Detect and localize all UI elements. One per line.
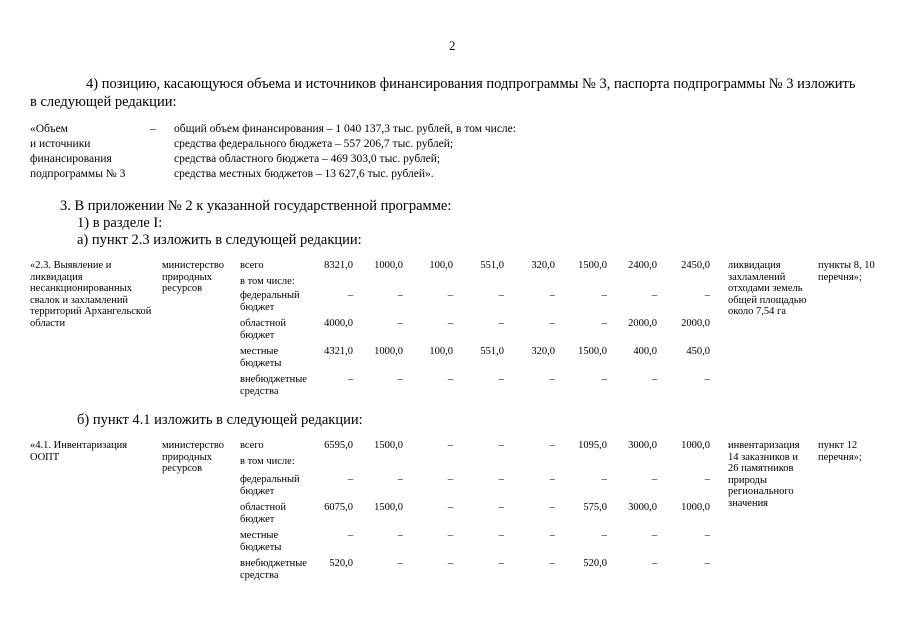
- table2-source-label: всего: [240, 440, 264, 451]
- table2-value-cell: –: [447, 502, 453, 513]
- table1-value-cell: 100,0: [429, 346, 453, 357]
- table1-source-label: всего: [240, 260, 264, 271]
- table2-value-cell: –: [704, 474, 710, 485]
- table2-value-cell: 520,0: [583, 558, 607, 569]
- passport-left-1: «Объем: [30, 123, 68, 135]
- table2-value-cell: –: [549, 530, 555, 541]
- table1-source-label: федеральный бюджет: [240, 290, 300, 313]
- table2-value-cell: –: [704, 530, 710, 541]
- table1-value-cell: 100,0: [429, 260, 453, 271]
- subpoint-b: б) пункт 4.1 изложить в следующей редакции:: [77, 412, 363, 428]
- table1-value-cell: –: [347, 374, 353, 385]
- table1-value-cell: 320,0: [531, 346, 555, 357]
- table1-result: ликвидация захламлений отходами земель общей площадью около 7,54 га: [728, 260, 807, 317]
- table1-value-cell: 551,0: [480, 260, 504, 271]
- table1-value-cell: –: [347, 290, 353, 301]
- table1-value-cell: 1000,0: [374, 346, 403, 357]
- table2-executor: министерство природных ресурсов: [162, 440, 225, 474]
- table2-value-cell: 3000,0: [628, 440, 657, 451]
- table1-value-cell: –: [498, 374, 504, 385]
- table2-result: инвентаризация 14 заказников и 26 памятников природы регионального значения: [728, 440, 800, 509]
- table1-value-cell: –: [498, 318, 504, 329]
- passport-right-2: средства федерального бюджета – 557 206,7 тыс. рублей;: [174, 138, 454, 150]
- table2-value-cell: –: [498, 530, 504, 541]
- table1-value-cell: 2400,0: [628, 260, 657, 271]
- table2-value-cell: –: [397, 530, 403, 541]
- table2-value-cell: –: [397, 474, 403, 485]
- table1-value-cell: –: [549, 290, 555, 301]
- table1-value-cell: 4321,0: [324, 346, 353, 357]
- table2-value-cell: –: [347, 530, 353, 541]
- passport-right-3: средства областного бюджета – 469 303,0 тыс. рублей;: [174, 153, 441, 165]
- table1-source-label: внебюджетные средства: [240, 374, 307, 397]
- table2-value-cell: –: [651, 474, 657, 485]
- intro-line-1: 4) позицию, касающуюся объема и источников финансирования подпрограммы № 3, паспорта подпрограммы № 3 изложить: [86, 76, 856, 92]
- table1-value-cell: 2000,0: [628, 318, 657, 329]
- table1-value-cell: 1000,0: [374, 260, 403, 271]
- passport-dash: –: [150, 123, 156, 135]
- passport-right-1: общий объем финансирования – 1 040 137,3 тыс. рублей, в том числе:: [174, 123, 516, 135]
- table2-value-cell: –: [549, 474, 555, 485]
- table1-value-cell: –: [549, 374, 555, 385]
- table2-value-cell: 1500,0: [374, 502, 403, 513]
- table1-source-label: местные бюджеты: [240, 346, 282, 369]
- table1-value-cell: 320,0: [531, 260, 555, 271]
- table2-value-cell: –: [498, 502, 504, 513]
- table1-value-cell: –: [651, 290, 657, 301]
- table2-source-label: внебюджетные средства: [240, 558, 307, 581]
- table1-executor: министерство природных ресурсов: [162, 260, 225, 294]
- table1-value-cell: –: [447, 290, 453, 301]
- page-number: 2: [449, 38, 456, 53]
- table1-value-cell: 8321,0: [324, 260, 353, 271]
- table2-value-cell: –: [601, 474, 607, 485]
- table1-value-cell: 2000,0: [681, 318, 710, 329]
- table1-value-cell: 1500,0: [578, 260, 607, 271]
- table2-value-cell: 6595,0: [324, 440, 353, 451]
- passport-left-2: и источники: [30, 138, 91, 150]
- table1-value-cell: 450,0: [686, 346, 710, 357]
- table1-value-cell: 1500,0: [578, 346, 607, 357]
- table2-value-cell: 1095,0: [578, 440, 607, 451]
- table2-source-label: федеральный бюджет: [240, 474, 300, 497]
- table2-value-cell: 1000,0: [681, 440, 710, 451]
- table1-value-cell: 4000,0: [324, 318, 353, 329]
- table1-source-label: областной бюджет: [240, 318, 286, 341]
- table1-value-cell: –: [601, 318, 607, 329]
- table1-value-cell: –: [498, 290, 504, 301]
- table2-source-label: местные бюджеты: [240, 530, 282, 553]
- table2-value-cell: 520,0: [329, 558, 353, 569]
- passport-right-4: средства местных бюджетов – 13 627,6 тыс. рублей».: [174, 168, 434, 180]
- table1-value-cell: 400,0: [633, 346, 657, 357]
- passport-left-4: подпрограммы № 3: [30, 168, 126, 180]
- table2-value-cell: –: [498, 558, 504, 569]
- table1-item: «2.3. Выявление и ликвидация несанкционированных свалок и захламлений территорий Архангельской области: [30, 260, 152, 329]
- table2-value-cell: –: [447, 474, 453, 485]
- table2-value-cell: –: [549, 502, 555, 513]
- table2-value-cell: –: [498, 440, 504, 451]
- table2-value-cell: 6075,0: [324, 502, 353, 513]
- table1-source-label: в том числе:: [240, 276, 295, 287]
- table2-value-cell: –: [651, 558, 657, 569]
- table2-value-cell: –: [347, 474, 353, 485]
- table2-value-cell: –: [447, 440, 453, 451]
- table1-value-cell: –: [704, 290, 710, 301]
- table2-source-label: в том числе:: [240, 456, 295, 467]
- table1-value-cell: –: [397, 290, 403, 301]
- table1-value-cell: –: [397, 374, 403, 385]
- table2-value-cell: –: [651, 530, 657, 541]
- table2-value-cell: –: [704, 558, 710, 569]
- table2-value-cell: 3000,0: [628, 502, 657, 513]
- table1-value-cell: –: [447, 318, 453, 329]
- table2-link: пункт 12 перечня»;: [818, 440, 862, 463]
- table2-value-cell: 575,0: [583, 502, 607, 513]
- table1-value-cell: –: [549, 318, 555, 329]
- intro-line-2: в следующей редакции:: [30, 94, 177, 110]
- table1-link: пункты 8, 10 перечня»;: [818, 260, 875, 283]
- table2-value-cell: –: [549, 558, 555, 569]
- table2-value-cell: –: [397, 558, 403, 569]
- table2-value-cell: –: [498, 474, 504, 485]
- table1-value-cell: 551,0: [480, 346, 504, 357]
- table1-value-cell: –: [447, 374, 453, 385]
- table2-value-cell: 1500,0: [374, 440, 403, 451]
- table2-source-label: областной бюджет: [240, 502, 286, 525]
- table1-value-cell: –: [601, 290, 607, 301]
- table2-value-cell: –: [447, 558, 453, 569]
- table2-item: «4.1. Инвентаризация ООПТ: [30, 440, 128, 463]
- table1-value-cell: –: [601, 374, 607, 385]
- table2-value-cell: –: [549, 440, 555, 451]
- table1-value-cell: 2450,0: [681, 260, 710, 271]
- table2-value-cell: 1000,0: [681, 502, 710, 513]
- table1-value-cell: –: [704, 374, 710, 385]
- table2-value-cell: –: [601, 530, 607, 541]
- section3-line-2: 1) в разделе I:: [77, 215, 163, 231]
- table1-value-cell: –: [651, 374, 657, 385]
- passport-left-3: финансирования: [30, 153, 112, 165]
- table1-value-cell: –: [397, 318, 403, 329]
- section3-line-3: а) пункт 2.3 изложить в следующей редакции:: [77, 232, 362, 248]
- table2-value-cell: –: [447, 530, 453, 541]
- section3-line-1: 3. В приложении № 2 к указанной государственной программе:: [60, 198, 452, 214]
